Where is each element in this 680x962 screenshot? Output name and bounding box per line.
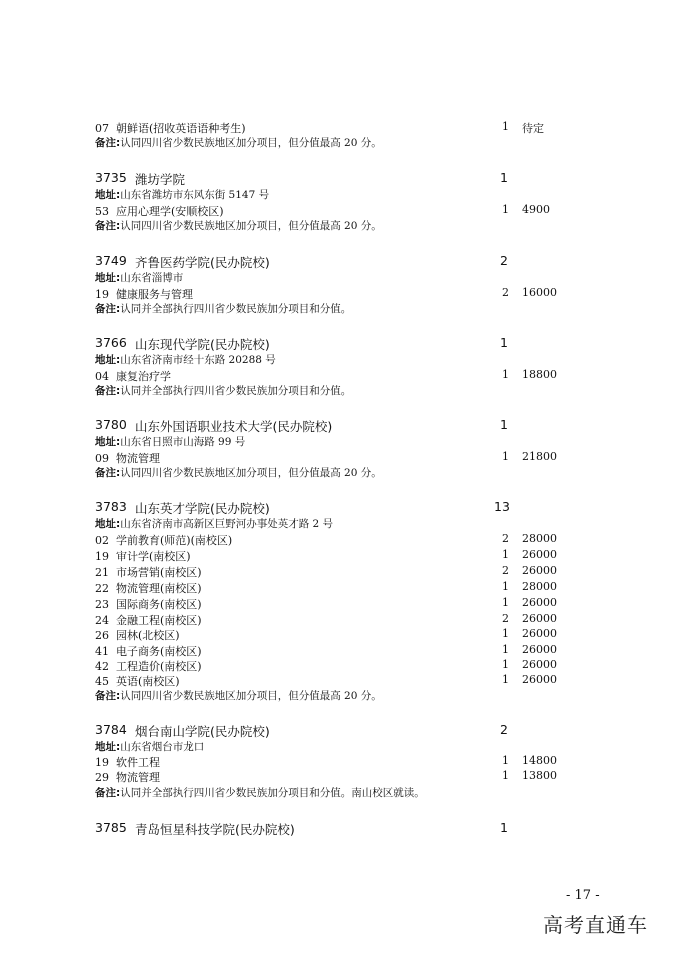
program-count: 1 bbox=[502, 769, 509, 782]
program-line: 24 金融工程(南校区) bbox=[95, 614, 202, 627]
program-count: 2 bbox=[502, 612, 509, 625]
program-fee: 4900 bbox=[522, 203, 550, 216]
program-line: 19 健康服务与管理 bbox=[95, 288, 193, 301]
note-line: 备注:认同四川省少数民族地区加分项目，但分值最高 20 分。 bbox=[95, 137, 382, 149]
program-line: 02 学前教育(师范)(南校区) bbox=[95, 534, 233, 547]
program-fee: 26000 bbox=[522, 548, 557, 561]
program-count: 1 bbox=[502, 120, 509, 133]
program-line: 26 园林(北校区) bbox=[95, 629, 180, 642]
program-line: 29 物流管理 bbox=[95, 771, 160, 784]
school-code: 3766 bbox=[95, 335, 127, 350]
program-fee: 28000 bbox=[522, 580, 557, 593]
program-line: 04 康复治疗学 bbox=[95, 370, 171, 383]
school-name: 山东现代学院(民办院校) bbox=[135, 337, 270, 352]
school-name: 齐鲁医药学院(民办院校) bbox=[135, 255, 270, 270]
program-fee: 26000 bbox=[522, 612, 557, 625]
program-count: 1 bbox=[502, 673, 509, 686]
program-fee: 26000 bbox=[522, 643, 557, 656]
program-line: 22 物流管理(南校区) bbox=[95, 582, 202, 595]
program-fee: 18800 bbox=[522, 368, 557, 381]
address-line: 地址:山东省日照市山海路 99 号 bbox=[95, 436, 246, 448]
program-count: 2 bbox=[502, 564, 509, 577]
program-count: 1 bbox=[502, 643, 509, 656]
note-line: 备注:认同四川省少数民族地区加分项目，但分值最高 20 分。 bbox=[95, 690, 382, 702]
program-fee: 26000 bbox=[522, 564, 557, 577]
watermark-text: 高考直通车 bbox=[543, 913, 648, 937]
school-name: 青岛恒星科技学院(民办院校) bbox=[135, 822, 295, 837]
address-line: 地址:山东省淄博市 bbox=[95, 272, 184, 284]
program-fee: 13800 bbox=[522, 769, 557, 782]
school-total: 13 bbox=[494, 499, 510, 514]
program-count: 1 bbox=[502, 596, 509, 609]
program-line: 07 朝鲜语(招收英语语种考生) bbox=[95, 122, 246, 135]
program-fee: 26000 bbox=[522, 658, 557, 671]
note-line: 备注:认同并全部执行四川省少数民族加分项目和分值。 bbox=[95, 385, 352, 397]
address-line: 地址:山东省潍坊市东风东街 5147 号 bbox=[95, 189, 270, 201]
program-count: 2 bbox=[502, 532, 509, 545]
program-count: 1 bbox=[502, 450, 509, 463]
address-line: 地址:山东省烟台市龙口 bbox=[95, 741, 205, 753]
school-code: 3735 bbox=[95, 170, 127, 185]
school-total: 2 bbox=[500, 722, 508, 737]
program-fee: 26000 bbox=[522, 673, 557, 686]
program-count: 1 bbox=[502, 548, 509, 561]
page-number: - 17 - bbox=[566, 888, 600, 903]
program-line: 53 应用心理学(安顺校区) bbox=[95, 205, 224, 218]
note-line: 备注:认同并全部执行四川省少数民族加分项目和分值。 bbox=[95, 303, 352, 315]
program-count: 1 bbox=[502, 627, 509, 640]
program-line: 41 电子商务(南校区) bbox=[95, 645, 202, 658]
program-fee: 16000 bbox=[522, 286, 557, 299]
program-line: 45 英语(南校区) bbox=[95, 675, 180, 688]
school-total: 1 bbox=[500, 335, 508, 350]
school-code: 3785 bbox=[95, 820, 127, 835]
address-line: 地址:山东省济南市高新区巨野河办事处英才路 2 号 bbox=[95, 518, 334, 530]
note-line: 备注:认同四川省少数民族地区加分项目，但分值最高 20 分。 bbox=[95, 467, 382, 479]
program-fee: 14800 bbox=[522, 754, 557, 767]
program-line: 19 审计学(南校区) bbox=[95, 550, 191, 563]
school-total: 1 bbox=[500, 820, 508, 835]
program-line: 42 工程造价(南校区) bbox=[95, 660, 202, 673]
program-count: 1 bbox=[502, 754, 509, 767]
note-line: 备注:认同四川省少数民族地区加分项目，但分值最高 20 分。 bbox=[95, 220, 382, 232]
school-total: 1 bbox=[500, 170, 508, 185]
program-fee: 26000 bbox=[522, 627, 557, 640]
address-line: 地址:山东省济南市经十东路 20288 号 bbox=[95, 354, 276, 366]
note-line: 备注:认同并全部执行四川省少数民族加分项目和分值。南山校区就读。 bbox=[95, 787, 425, 799]
school-name: 潍坊学院 bbox=[135, 172, 186, 187]
program-count: 1 bbox=[502, 658, 509, 671]
program-line: 21 市场营销(南校区) bbox=[95, 566, 202, 579]
school-code: 3783 bbox=[95, 499, 127, 514]
program-fee: 21800 bbox=[522, 450, 557, 463]
program-line: 23 国际商务(南校区) bbox=[95, 598, 202, 611]
school-code: 3749 bbox=[95, 253, 127, 268]
school-total: 1 bbox=[500, 417, 508, 432]
program-count: 2 bbox=[502, 286, 509, 299]
school-total: 2 bbox=[500, 253, 508, 268]
school-name: 山东英才学院(民办院校) bbox=[135, 501, 270, 516]
program-count: 1 bbox=[502, 368, 509, 381]
program-line: 09 物流管理 bbox=[95, 452, 160, 465]
program-count: 1 bbox=[502, 203, 509, 216]
school-code: 3784 bbox=[95, 722, 127, 737]
program-line: 19 软件工程 bbox=[95, 756, 160, 769]
program-count: 1 bbox=[502, 580, 509, 593]
school-code: 3780 bbox=[95, 417, 127, 432]
school-name: 山东外国语职业技术大学(民办院校) bbox=[135, 419, 333, 434]
program-fee: 26000 bbox=[522, 596, 557, 609]
program-fee: 28000 bbox=[522, 532, 557, 545]
school-name: 烟台南山学院(民办院校) bbox=[135, 724, 270, 739]
program-fee: 待定 bbox=[522, 122, 544, 135]
